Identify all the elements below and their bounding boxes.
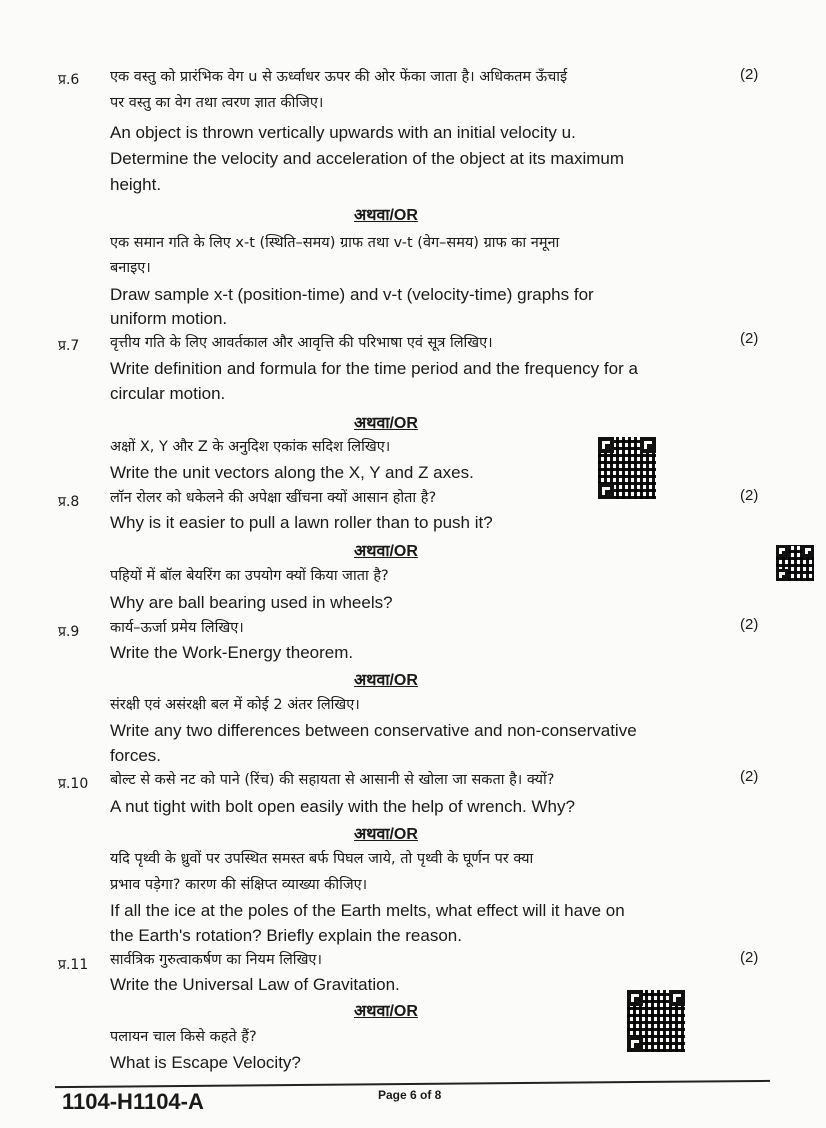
question-text-hindi: सार्वत्रिक गुरुत्वाकर्षण का नियम लिखिए। <box>110 952 322 968</box>
question-text-english: Write the Work-Energy theorem. <box>110 643 354 662</box>
question-text-hindi: एक वस्तु को प्रारंभिक वेग u से ऊर्ध्वाधर ऊपर की ओर फेंका जाता है। अधिकतम ऊँचाई <box>110 69 568 85</box>
or-separator: अथवा/OR <box>354 672 418 689</box>
question-number: प्र.9 <box>58 624 80 640</box>
question-marks: (2) <box>740 768 759 785</box>
footer-divider <box>55 1080 770 1088</box>
alternate-text-hindi: अक्षों X, Y और Z के अनुदिश एकांक सदिश लिखिए। <box>110 439 391 455</box>
alternate-text-hindi: संरक्षी एवं असंरक्षी बल में कोई 2 अंतर लिखिए। <box>110 697 360 713</box>
or-separator: अथवा/OR <box>354 415 418 432</box>
alternate-text-hindi: प्रभाव पड़ेगा? कारण की संक्षिप्त व्याख्या कीजिए। <box>110 877 368 893</box>
question-marks: (2) <box>740 616 759 633</box>
alternate-text-english: Write the unit vectors along the X, Y and Z axes. <box>110 463 474 482</box>
question-text-english: Why is it easier to pull a lawn roller than to push it? <box>110 513 493 532</box>
question-text-english: A nut tight with bolt open easily with the help of wrench. Why? <box>110 797 575 816</box>
question-text-hindi: बोल्ट से कसे नट को पाने (रिंच) की सहायता से आसानी से खोला जा सकता है। क्यों? <box>110 772 555 788</box>
alternate-text-english: forces. <box>110 746 162 765</box>
alternate-text-hindi: पहियों में बॉल बेयरिंग का उपयोग क्यों किया जाता है? <box>110 568 389 584</box>
question-number: प्र.11 <box>58 957 89 973</box>
alternate-text-english: Draw sample x-t (position-time) and v-t (velocity-time) graphs for <box>110 285 594 304</box>
alternate-text-english: If all the ice at the poles of the Earth melts, what effect will it have on <box>110 901 625 920</box>
or-separator: अथवा/OR <box>354 1003 418 1020</box>
question-text-english: height. <box>110 175 162 194</box>
alternate-text-english: What is Escape Velocity? <box>110 1053 301 1072</box>
paper-code: 1104-H1104-A <box>62 1089 204 1114</box>
alternate-text-english: the Earth's rotation? Briefly explain the reason. <box>110 926 462 945</box>
or-separator: अथवा/OR <box>354 543 418 560</box>
alternate-text-english: uniform motion. <box>110 309 228 328</box>
question-text-english: An object is thrown vertically upwards with an initial velocity u. <box>110 123 576 142</box>
question-marks: (2) <box>740 330 759 347</box>
qr-code <box>627 990 685 1052</box>
alternate-text-hindi: एक समान गति के लिए x-t (स्थिति–समय) ग्राफ तथा v-t (वेग–समय) ग्राफ का नमूना <box>110 235 560 251</box>
question-text-english: circular motion. <box>110 384 226 403</box>
alternate-text-hindi: पलायन चाल किसे कहते हैं? <box>110 1029 257 1045</box>
question-text-english: Write the Universal Law of Gravitation. <box>110 975 400 994</box>
question-text-hindi: लॉन रोलर को धकेलने की अपेक्षा खींचना क्यों आसान होता है? <box>110 490 437 506</box>
qr-code <box>776 545 814 581</box>
question-number: प्र.6 <box>58 72 80 88</box>
alternate-text-hindi: बनाइए। <box>110 260 151 276</box>
question-marks: (2) <box>740 66 759 83</box>
question-marks: (2) <box>740 949 759 966</box>
or-separator: अथवा/OR <box>354 826 418 843</box>
alternate-text-english: Why are ball bearing used in wheels? <box>110 593 393 612</box>
question-number: प्र.7 <box>58 338 80 354</box>
question-text-english: Determine the velocity and acceleration of the object at its maximum <box>110 149 625 168</box>
question-text-english: Write definition and formula for the time period and the frequency for a <box>110 359 638 378</box>
question-text-hindi: वृत्तीय गति के लिए आवर्तकाल और आवृत्ति की परिभाषा एवं सूत्र लिखिए। <box>110 335 493 351</box>
question-number: प्र.8 <box>58 494 80 510</box>
alternate-text-english: Write any two differences between conservative and non-conservative <box>110 721 637 740</box>
question-text-hindi: कार्य–ऊर्जा प्रमेय लिखिए। <box>110 620 244 636</box>
question-number: प्र.10 <box>58 776 89 792</box>
question-marks: (2) <box>740 487 759 504</box>
page-number: Page 6 of 8 <box>378 1088 442 1102</box>
question-text-hindi: पर वस्तु का वेग तथा त्वरण ज्ञात कीजिए। <box>110 95 324 111</box>
or-separator: अथवा/OR <box>354 207 418 224</box>
alternate-text-hindi: यदि पृथ्वी के ध्रुवों पर उपस्थित समस्त बर्फ पिघल जाये, तो पृथ्वी के घूर्णन पर क्या <box>110 851 534 867</box>
